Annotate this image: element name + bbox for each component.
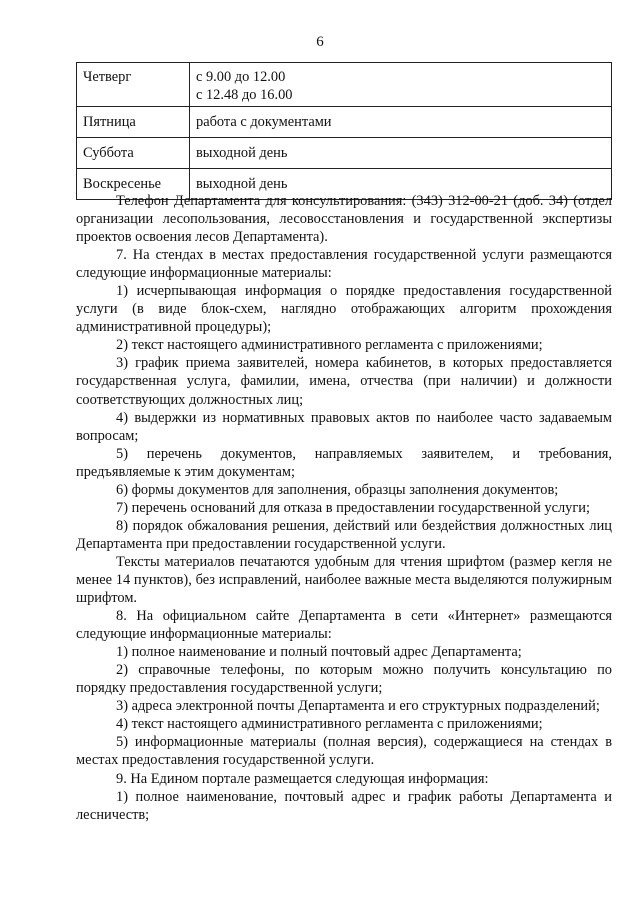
paragraph: 3) адреса электронной почты Департамента и его структурных подразделений;	[116, 698, 600, 715]
document-body	[76, 192, 612, 824]
paragraph: 2) текст настоящего административного регламента с приложениями;	[116, 337, 543, 354]
schedule-hours-line: с 9.00 до 12.00	[196, 69, 286, 85]
schedule-day: Четверг	[77, 63, 190, 107]
schedule-day: Пятница	[77, 107, 190, 138]
table-row	[77, 138, 612, 169]
paragraph: 3) график приема заявителей, номера кабинетов, в которых предоставляется государственная услуга, фамилии, имена, отчества (при наличии) и должности соответствующих должностных лиц;	[76, 355, 612, 408]
paragraph: 7) перечень оснований для отказа в предоставлении государственной услуги;	[116, 499, 590, 516]
schedule-hours: выходной день	[190, 169, 612, 200]
paragraph: 4) текст настоящего административного регламента с приложениями;	[116, 716, 543, 733]
paragraph: Тексты материалов печатаются удобным для чтения шрифтом (размер кегля не менее 14 пунктов), без исправлений, наиболее важные места выделяются полужирным шрифтом.	[76, 553, 612, 607]
paragraph: 8) порядок обжалования решения, действий или бездействия должностных лиц Департамента при предоставлении государственной услуги.	[76, 517, 612, 552]
paragraph: 1) полное наименование и полный почтовый адрес Департамента;	[116, 644, 522, 661]
paragraph: 1) исчерпывающая информация о порядке предоставления государственной услуги (в виде блок-схем, наглядно отображающих алгоритм прохождения административной процедуры);	[76, 283, 612, 336]
paragraph: 9. На Едином портале размещается следующая информация:	[116, 770, 489, 787]
paragraph: 5) информационные материалы (полная версия), содержащиеся на стендах в местах предоставления государственной услуги.	[76, 734, 612, 769]
schedule-hours: работа с документами	[190, 107, 612, 138]
paragraph: Телефон Департамента для консультирования: (343) 312-00-21 (доб. 34) (отдел организации лесопользования, лесовосстановления и государственной экспертизы проектов освоения лесов Департамента).	[76, 193, 612, 246]
page-number: 6	[316, 34, 324, 50]
paragraph: 4) выдержки из нормативных правовых актов по наиболее часто задаваемым вопросам;	[76, 409, 612, 444]
schedule-hours-line: с 12.48 до 16.00	[196, 87, 293, 103]
schedule-day: Воскресенье	[77, 169, 190, 200]
paragraph: 8. На официальном сайте Департамента в сети «Интернет» размещаются следующие информационные материалы:	[76, 608, 612, 643]
table-row	[77, 63, 612, 107]
paragraph: 5) перечень документов, направляемых заявителем, и требования, предъявляемые к этим документам;	[76, 445, 612, 480]
paragraph: 7. На стендах в местах предоставления государственной услуги размещаются следующие информационные материалы:	[76, 247, 612, 282]
schedule-hours	[190, 63, 612, 107]
table-row	[77, 107, 612, 138]
paragraph: 6) формы документов для заполнения, образцы заполнения документов;	[116, 481, 559, 498]
paragraph: 1) полное наименование, почтовый адрес и график работы Департамента и лесничеств;	[76, 788, 612, 823]
schedule-table	[76, 62, 612, 200]
paragraph: 2) справочные телефоны, по которым можно получить консультацию по порядку предоставления государственной услуги;	[76, 662, 612, 697]
schedule-day: Суббота	[77, 138, 190, 169]
schedule-hours: выходной день	[190, 138, 612, 169]
